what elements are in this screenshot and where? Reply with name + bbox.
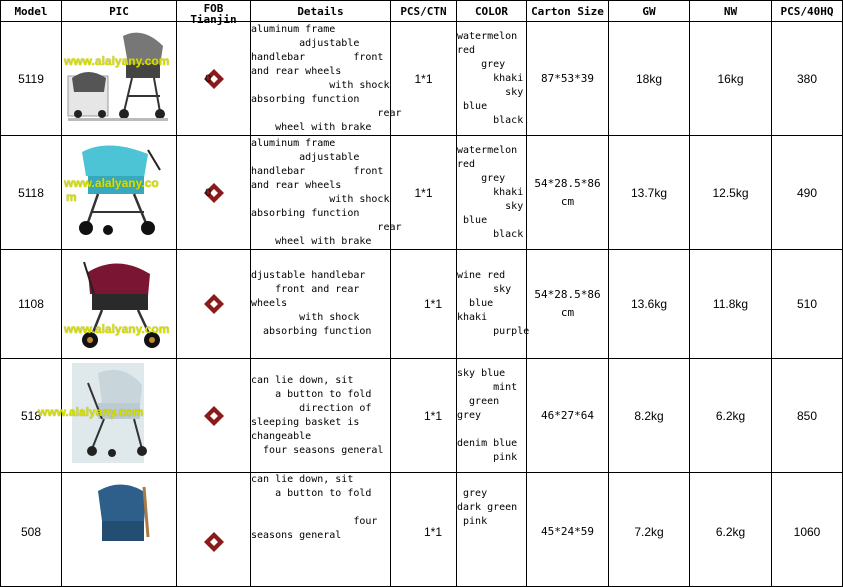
carton-cell: 87*53*39 [527, 22, 609, 136]
hq-cell: 510 [772, 250, 843, 359]
table-row [1, 359, 843, 473]
details-cell: djustable handlebar front and rear wheels with shock absorbing function [251, 250, 391, 359]
table-row [1, 473, 843, 587]
watermark-text: www.alalyany.com [38, 405, 144, 419]
watermark-text: www.alalyany.com [64, 322, 170, 336]
hq-cell: 490 [772, 136, 843, 250]
color-cell: watermelon red grey khaki sky blue black [457, 136, 527, 250]
header-details: Details [251, 1, 391, 22]
model-cell: 508 [1, 473, 62, 587]
stroller-wine-image [68, 254, 168, 354]
pic-cell [62, 250, 177, 359]
gw-cell: 7.2kg [609, 473, 690, 587]
stroller-teal-image [68, 140, 168, 240]
header-row [1, 1, 843, 22]
header-model: Model [1, 1, 62, 22]
color-cell: wine red sky blue khaki purple [457, 250, 527, 359]
fob-cell [177, 22, 251, 136]
pic-cell [38, 359, 177, 473]
pcs-ctn-cell: 1*1 [391, 473, 457, 587]
color-cell: watermelon red grey khaki sky blue black [457, 22, 527, 136]
gw-cell: 13.6kg [609, 250, 690, 359]
fob-value: 0 [205, 72, 212, 85]
gw-cell: 13.7kg [609, 136, 690, 250]
details-cell: aluminum frame adjustable handlebar front and rear wheels with shock absorbing function rear wheel with brake [251, 22, 391, 136]
header-pcs-ctn: PCS/CTN [391, 1, 457, 22]
hq-cell: 850 [772, 359, 843, 473]
fob-cell [177, 359, 251, 473]
pcs-ctn-cell: 1*1 [391, 250, 457, 359]
diamond-icon [203, 293, 225, 315]
model-cell: 518 [1, 359, 62, 473]
diamond-icon [203, 405, 225, 427]
hq-cell: 380 [772, 22, 843, 136]
pic-cell [62, 22, 177, 136]
fob-cell [177, 250, 251, 359]
color-cell: grey dark green pink [457, 473, 527, 587]
header-fob [177, 1, 251, 26]
header-gw: GW [609, 1, 690, 22]
table-row [1, 250, 843, 359]
header-color: COLOR [457, 1, 527, 22]
pic-cell [62, 473, 177, 587]
pcs-ctn-cell: 1*1 [391, 136, 457, 250]
carton-cell: 46*27*64 [527, 359, 609, 473]
details-cell: can lie down, sit a button to fold direction of sleeping basket is changeable four seasons general [251, 359, 391, 473]
model-cell: 5119 [1, 22, 62, 136]
carton-cell: 54*28.5*86 cm [527, 136, 609, 250]
model-cell: 5118 [1, 136, 62, 250]
model-cell: 1108 [1, 250, 62, 359]
carton-cell: 45*24*59 [527, 473, 609, 587]
watermark-text: www.alalyany.com [64, 54, 170, 68]
stroller-blue-image [68, 477, 168, 577]
nw-cell: 16kg [690, 22, 772, 136]
pcs-ctn-cell: 1*1 [391, 22, 457, 136]
pic-cell [62, 136, 177, 250]
color-cell: sky blue mint green grey denim blue pink [457, 359, 527, 473]
fob-value: 0 [205, 186, 212, 199]
header-pcs-40hq: PCS/40HQ [772, 1, 843, 22]
header-carton-size: Carton Size [527, 1, 609, 22]
header-fob-line2: Tianjin [190, 12, 237, 26]
carton-cell: 54*28.5*86 cm [527, 250, 609, 359]
header-nw: NW [690, 1, 772, 22]
pcs-ctn-cell: 1*1 [391, 359, 457, 473]
watermark-text: www.alalyany.co [64, 176, 159, 190]
nw-cell: 6.2kg [690, 359, 772, 473]
diamond-icon [203, 531, 225, 553]
fob-cell [177, 473, 251, 587]
nw-cell: 12.5kg [690, 136, 772, 250]
nw-cell: 11.8kg [690, 250, 772, 359]
header-fob-line1: FOB [203, 1, 224, 15]
gw-cell: 8.2kg [609, 359, 690, 473]
table-row [1, 136, 843, 250]
nw-cell: 6.2kg [690, 473, 772, 587]
details-cell: aluminum frame adjustable handlebar front and rear wheels with shock absorbing function rear wheel with brake [251, 136, 391, 250]
watermark-text-wrap: m [66, 190, 77, 204]
gw-cell: 18kg [609, 22, 690, 136]
hq-cell: 1060 [772, 473, 843, 587]
header-pic: PIC [62, 1, 177, 22]
fob-cell [177, 136, 251, 250]
stroller-grey-image [68, 26, 168, 126]
table-row [1, 22, 843, 136]
details-cell: can lie down, sit a button to fold four seasons general [251, 473, 391, 587]
